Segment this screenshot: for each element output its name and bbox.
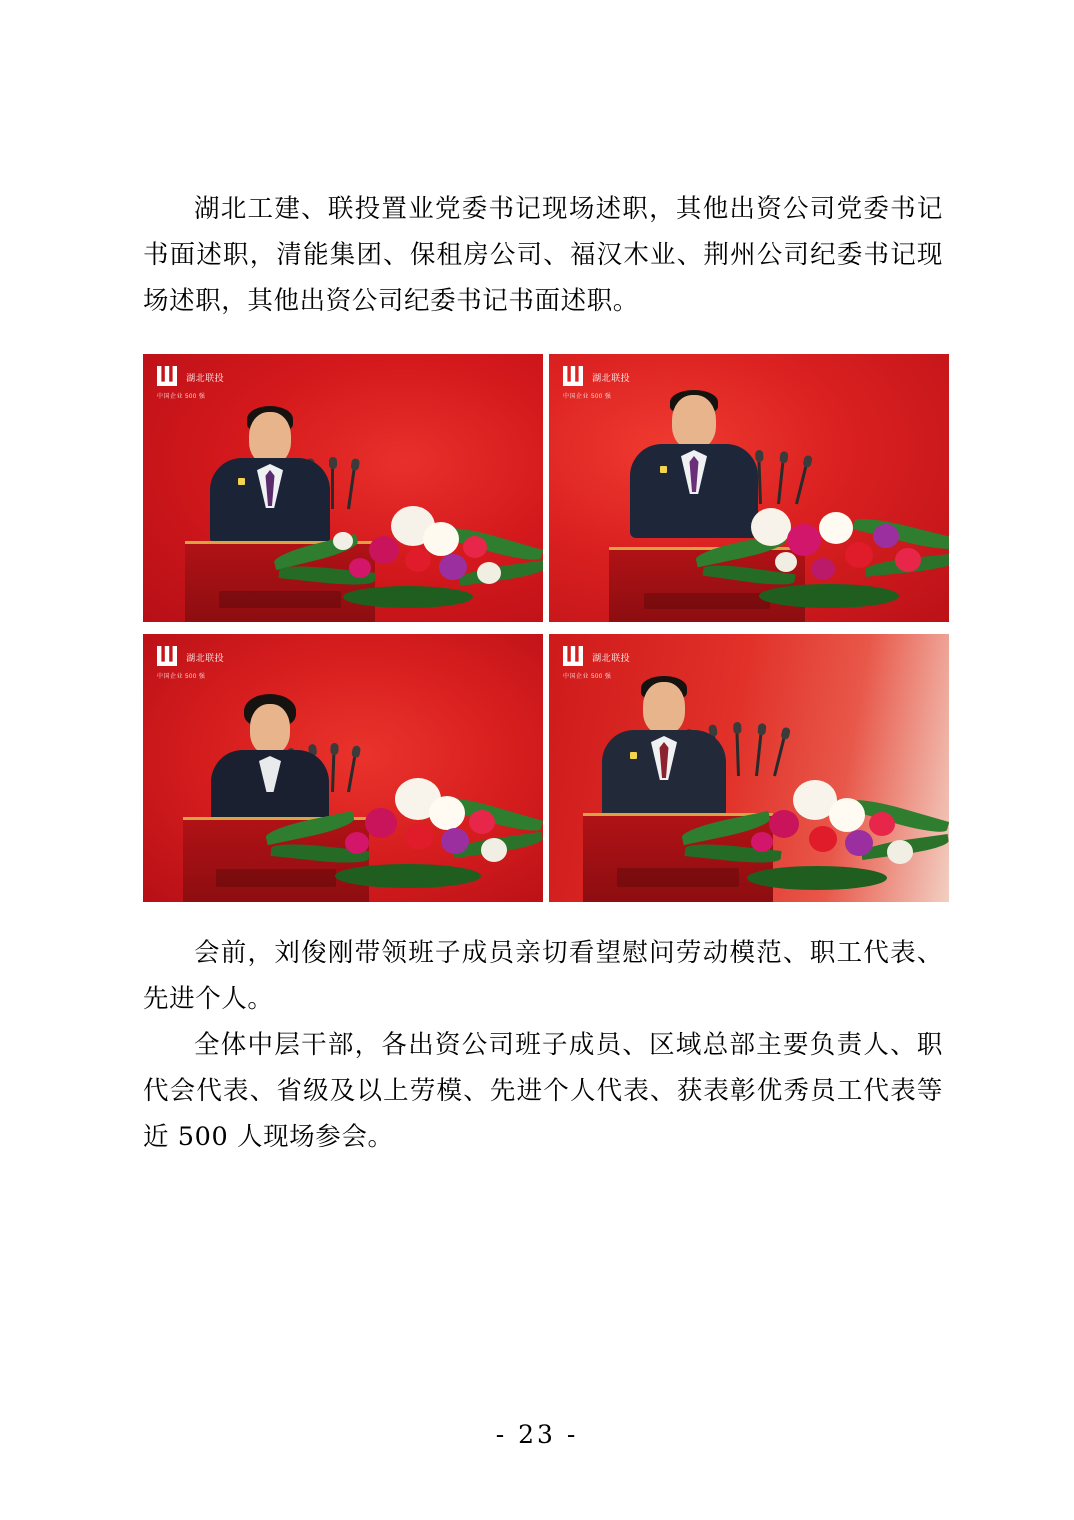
- paragraph-2: 会前，刘俊刚带领班子成员亲切看望慰问劳动模范、职工代表、先进个人。: [143, 938, 943, 1014]
- backdrop-logo-text: 湖北联投: [186, 653, 225, 663]
- backdrop-logo-text: 湖北联投: [592, 373, 631, 383]
- backdrop-logo-text: 湖北联投: [186, 373, 225, 383]
- company-logo-icon: [157, 366, 177, 386]
- backdrop-logo-subtext: 中国企业 500 强: [157, 674, 206, 680]
- flower-arrangement: [695, 486, 949, 622]
- page-content: [143, 186, 943, 1160]
- paragraph-1: 湖北工建、联投置业党委书记现场述职，其他出资公司党委书记书面述职，清能集团、保租房公司、福汉木业、荆州公司纪委书记现场述职，其他出资公司纪委书记书面述职。: [143, 194, 943, 316]
- photo-speaker-4: [549, 634, 949, 902]
- flower-arrangement: [681, 762, 949, 902]
- flower-arrangement: [273, 492, 543, 622]
- paragraph-3: 全体中层干部，各出资公司班子成员、区域总部主要负责人、职代会代表、省级及以上劳模、先进个人代表、获表彰优秀员工代表等近 500 人现场参会。: [143, 1030, 943, 1152]
- page-number: - 23 -: [495, 1420, 579, 1449]
- backdrop-logo-text: 湖北联投: [592, 653, 631, 663]
- company-logo-icon: [563, 646, 583, 666]
- flower-arrangement: [265, 762, 543, 902]
- backdrop-logo: [157, 366, 243, 400]
- photo-grid: [143, 354, 949, 902]
- backdrop-logo-subtext: 中国企业 500 强: [563, 674, 612, 680]
- photo-speaker-2: [549, 354, 949, 622]
- backdrop-logo-subtext: 中国企业 500 强: [563, 394, 612, 400]
- photo-speaker-1: [143, 354, 543, 622]
- backdrop-logo: [157, 646, 243, 680]
- backdrop-logo: [563, 646, 649, 680]
- backdrop-logo-subtext: 中国企业 500 强: [157, 394, 206, 400]
- company-logo-icon: [563, 366, 583, 386]
- photo-speaker-3: [143, 634, 543, 902]
- company-logo-icon: [157, 646, 177, 666]
